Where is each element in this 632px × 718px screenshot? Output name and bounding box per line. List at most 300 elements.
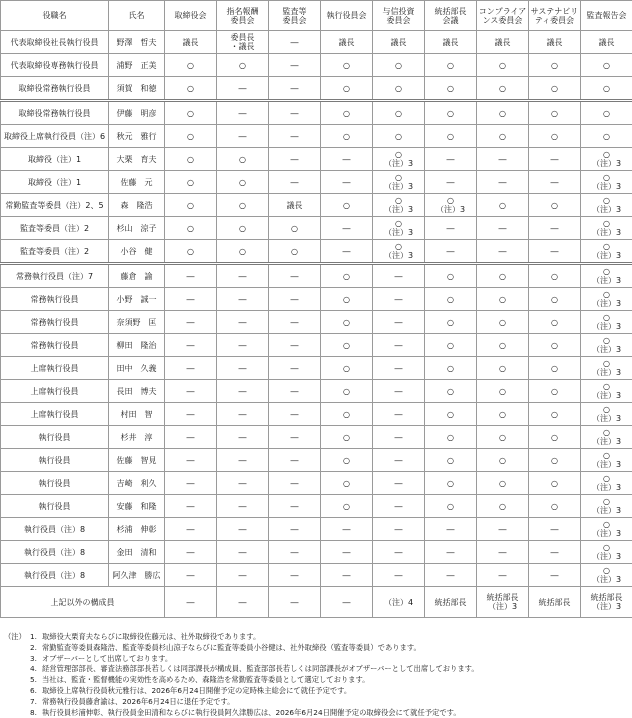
participation-cell (373, 518, 425, 541)
participation-text: ○ (187, 247, 194, 256)
participation-cell (373, 171, 425, 194)
role-cell (1, 77, 109, 101)
name-cell (109, 380, 165, 403)
participation-value (477, 387, 528, 396)
participation-text: ― (187, 295, 195, 304)
column-header-text: 役職名 (1, 11, 108, 20)
participation-cell (321, 541, 373, 564)
column-header (321, 1, 373, 31)
participation-value (581, 290, 632, 308)
participation-text: ― (291, 318, 299, 327)
participation-text: ― (187, 598, 195, 607)
participation-text: ― (239, 272, 247, 281)
participation-value (269, 502, 320, 511)
table-row (1, 357, 632, 380)
name-text: 森 隆浩 (109, 201, 164, 210)
participation-text: ― (551, 548, 559, 557)
participation-text: ○ (343, 410, 350, 419)
participation-value (425, 341, 476, 350)
role-text: 執行役員（注）8 (1, 525, 108, 534)
participation-text: ― (187, 502, 195, 511)
participation-value (269, 456, 320, 465)
name-cell (109, 541, 165, 564)
note-prefix (4, 675, 30, 686)
participation-cell (217, 334, 269, 357)
participation-text: ― (239, 598, 247, 607)
participation-value (217, 548, 268, 557)
participation-value (425, 178, 476, 187)
participation-cell (269, 587, 321, 618)
participation-text-line-2: （注）3 (592, 391, 621, 400)
table-row (1, 171, 632, 194)
table-row (1, 518, 632, 541)
participation-text-line-1: ○ (603, 566, 610, 575)
participation-value (373, 196, 424, 214)
participation-text: ○ (343, 456, 350, 465)
role-cell (1, 101, 109, 125)
participation-value (165, 61, 216, 70)
note-number: 2. (30, 643, 42, 654)
participation-text: ― (395, 548, 403, 557)
participation-value (217, 295, 268, 304)
participation-cell (373, 495, 425, 518)
participation-value (425, 387, 476, 396)
participation-cell (217, 587, 269, 618)
role-cell (1, 217, 109, 240)
participation-text: ○ (551, 295, 558, 304)
name-text: 浦野 正美 (109, 61, 164, 70)
name-cell (109, 125, 165, 148)
participation-cell (217, 54, 269, 77)
participation-cell (477, 518, 529, 541)
participation-text: ○ (343, 502, 350, 511)
participation-text: ○ (551, 387, 558, 396)
participation-cell (373, 148, 425, 171)
participation-cell (165, 288, 217, 311)
participation-value (373, 84, 424, 93)
participation-value (373, 61, 424, 70)
participation-cell (165, 587, 217, 618)
participation-text: ― (343, 571, 351, 580)
name-cell (109, 31, 165, 54)
participation-cell (581, 311, 632, 334)
participation-text: ○ (499, 84, 506, 93)
role-cell (1, 264, 109, 288)
participation-cell (477, 495, 529, 518)
participation-cell (425, 31, 477, 54)
participation-value (373, 410, 424, 419)
participation-value (581, 313, 632, 331)
participation-cell (321, 264, 373, 288)
column-header-text-line-2: 委員会 (217, 16, 268, 25)
participation-text: ― (187, 525, 195, 534)
role-cell (1, 472, 109, 495)
table-row (1, 194, 632, 217)
participation-value (529, 341, 580, 350)
note-prefix (4, 697, 30, 708)
participation-text: ○ (499, 318, 506, 327)
participation-value (529, 387, 580, 396)
participation-text-line-2: （注）3 (384, 251, 413, 260)
participation-text: ○ (551, 272, 558, 281)
participation-value (321, 502, 372, 511)
participation-cell (477, 77, 529, 101)
note-text: 取締役上席執行役員秋元雅行は、2026年6月24日開催予定の定時株主総会にて就任予定です。 (42, 686, 628, 697)
participation-text: ○ (447, 410, 454, 419)
participation-value (321, 341, 372, 350)
participation-text: 議長 (391, 38, 407, 47)
participation-value (529, 410, 580, 419)
participation-cell (529, 288, 581, 311)
participation-cell (269, 240, 321, 264)
participation-text: ― (343, 548, 351, 557)
participation-value (269, 410, 320, 419)
role-text: 執行役員 (1, 456, 108, 465)
participation-text: ― (395, 479, 403, 488)
participation-value (217, 456, 268, 465)
participation-value (269, 364, 320, 373)
participation-value (217, 155, 268, 164)
participation-text: ― (499, 548, 507, 557)
column-header-text-line-2: 委員会 (269, 16, 320, 25)
name-text: 田中 久義 (109, 364, 164, 373)
participation-cell (477, 334, 529, 357)
participation-text: ○ (187, 201, 194, 210)
participation-text: ― (499, 525, 507, 534)
participation-text: ○ (447, 479, 454, 488)
participation-cell (425, 217, 477, 240)
table-row (1, 564, 632, 587)
participation-text: ― (239, 387, 247, 396)
participation-value (269, 155, 320, 164)
participation-cell (321, 403, 373, 426)
participation-cell (321, 495, 373, 518)
participation-value (477, 571, 528, 580)
participation-text: ― (291, 61, 299, 70)
name-cell (109, 217, 165, 240)
participation-value (321, 155, 372, 164)
participation-text: ― (239, 295, 247, 304)
name-text: 安藤 和隆 (109, 502, 164, 511)
participation-value (217, 109, 268, 118)
participation-value (373, 173, 424, 191)
participation-text: ○ (499, 364, 506, 373)
participation-value (217, 84, 268, 93)
participation-value (529, 201, 580, 210)
participation-text: ○ (187, 109, 194, 118)
participation-cell (165, 240, 217, 264)
participation-cell (425, 77, 477, 101)
participation-text-line-1: ○ (603, 150, 610, 159)
role-cell (1, 334, 109, 357)
column-header (581, 1, 632, 31)
name-cell (109, 171, 165, 194)
participation-cell (425, 587, 477, 618)
participation-cell (581, 148, 632, 171)
participation-value (269, 201, 320, 210)
participation-cell (581, 541, 632, 564)
participation-value (217, 571, 268, 580)
participation-value (321, 224, 372, 233)
role-text: 常勤監査等委員（注）2、5 (1, 201, 108, 210)
role-cell (1, 31, 109, 54)
participation-value (321, 318, 372, 327)
table-row (1, 380, 632, 403)
participation-value (321, 364, 372, 373)
participation-value (269, 84, 320, 93)
participation-text: ○ (187, 155, 194, 164)
participation-cell (425, 54, 477, 77)
participation-value (529, 132, 580, 141)
participation-text-line-2: （注）3 (592, 552, 621, 561)
participation-cell (269, 472, 321, 495)
participation-text: ― (239, 318, 247, 327)
participation-cell (529, 217, 581, 240)
participation-value (269, 433, 320, 442)
participation-value (165, 525, 216, 534)
participation-cell (165, 101, 217, 125)
participation-value (425, 318, 476, 327)
participation-cell (217, 125, 269, 148)
role-text: 上記以外の構成員 (1, 598, 164, 607)
participation-cell (321, 357, 373, 380)
participation-value (165, 387, 216, 396)
participation-text-line-1: ○ (603, 219, 610, 228)
participation-value (269, 132, 320, 141)
participation-text-line-1: ○ (395, 173, 402, 182)
participation-text: ― (551, 571, 559, 580)
participation-cell (165, 403, 217, 426)
participation-value (269, 61, 320, 70)
participation-value (529, 84, 580, 93)
participation-text-line-2: （注）3 (592, 345, 621, 354)
participation-text: ○ (551, 456, 558, 465)
participation-cell (269, 77, 321, 101)
participation-value (321, 525, 372, 534)
participation-text: ― (551, 247, 559, 256)
participation-text: ― (239, 410, 247, 419)
table-row (1, 240, 632, 264)
participation-value (425, 38, 476, 47)
role-text: 監査等委員（注）2 (1, 247, 108, 256)
participation-cell (425, 541, 477, 564)
participation-text: ― (343, 247, 351, 256)
participation-value (165, 502, 216, 511)
participation-text: ― (239, 109, 247, 118)
participation-text: ○ (447, 84, 454, 93)
participation-cell (373, 357, 425, 380)
participation-value (529, 433, 580, 442)
participation-cell (477, 472, 529, 495)
role-text: 上席執行役員 (1, 364, 108, 373)
participation-value (581, 109, 632, 118)
participation-cell (165, 518, 217, 541)
table-row (1, 77, 632, 101)
participation-text-line-2: （注）3 (592, 299, 621, 308)
role-text: 執行役員 (1, 502, 108, 511)
note-text: オブザーバーとして出席しております。 (42, 654, 628, 665)
participation-value (581, 336, 632, 354)
name-cell (109, 194, 165, 217)
participation-cell (425, 449, 477, 472)
participation-value (217, 341, 268, 350)
participation-cell (477, 54, 529, 77)
participation-cell (477, 541, 529, 564)
table-row (1, 311, 632, 334)
participation-value (581, 38, 632, 47)
table-row (1, 449, 632, 472)
participation-cell (165, 54, 217, 77)
name-cell (109, 264, 165, 288)
participation-text: ― (291, 433, 299, 442)
participation-text: ― (239, 433, 247, 442)
participation-cell (425, 518, 477, 541)
participation-cell (217, 31, 269, 54)
participation-text: ○ (239, 178, 246, 187)
participation-cell (581, 101, 632, 125)
participation-text: ○ (551, 201, 558, 210)
participation-text: ― (343, 155, 351, 164)
role-cell (1, 240, 109, 264)
participation-value (581, 242, 632, 260)
participation-text: 議長 (183, 38, 199, 47)
participation-text: ○ (499, 433, 506, 442)
participation-cell (269, 518, 321, 541)
participation-cell (373, 101, 425, 125)
participation-cell (373, 217, 425, 240)
participation-cell (529, 194, 581, 217)
participation-text: 統括部長 (539, 598, 571, 607)
participation-cell (217, 240, 269, 264)
participation-value (165, 410, 216, 419)
participation-cell (581, 403, 632, 426)
participation-cell (165, 148, 217, 171)
participation-text: ― (291, 178, 299, 187)
participation-text: ○ (499, 61, 506, 70)
participation-value (165, 598, 216, 607)
participation-cell (529, 564, 581, 587)
role-text: 代表取締役社長執行役員 (1, 38, 108, 47)
participation-text-line-2: （注）3 (592, 529, 621, 538)
participation-value (321, 571, 372, 580)
participation-cell (321, 564, 373, 587)
participation-cell (477, 288, 529, 311)
participation-text-line-1: ○ (603, 196, 610, 205)
name-text: 小谷 健 (109, 247, 164, 256)
participation-text-line-2: （注）3 (436, 205, 465, 214)
note-number: 5. (30, 675, 42, 686)
participation-text: ○ (447, 364, 454, 373)
participation-cell (165, 171, 217, 194)
participation-text: ― (187, 548, 195, 557)
participation-text-line-1: ○ (603, 520, 610, 529)
participation-cell (165, 125, 217, 148)
participation-cell (321, 171, 373, 194)
participation-value (477, 456, 528, 465)
participation-cell (269, 217, 321, 240)
participation-value (477, 318, 528, 327)
participation-cell (425, 288, 477, 311)
participation-value (373, 525, 424, 534)
column-header-text-line-2: 会議 (425, 16, 476, 25)
role-text: 執行役員（注）8 (1, 548, 108, 557)
note-item (4, 708, 628, 718)
participation-text: 議長 (495, 38, 511, 47)
participation-cell (217, 194, 269, 217)
participation-value (373, 502, 424, 511)
participation-value (529, 502, 580, 511)
name-text: 佐藤 智見 (109, 456, 164, 465)
participation-text: ― (447, 178, 455, 187)
participation-text: ― (343, 598, 351, 607)
participation-text: ○ (239, 201, 246, 210)
participation-cell (425, 101, 477, 125)
participation-cell (581, 472, 632, 495)
role-cell (1, 380, 109, 403)
participation-value (217, 433, 268, 442)
table-row (1, 288, 632, 311)
participation-text-line-1: 統括部長 (487, 593, 519, 602)
participation-value (373, 548, 424, 557)
role-text: 代表取締役専務執行役員 (1, 61, 108, 70)
table-row (1, 403, 632, 426)
participation-text: ― (291, 84, 299, 93)
participation-cell (321, 288, 373, 311)
column-header-text-line-2: ティ委員会 (529, 16, 580, 25)
participation-value (217, 364, 268, 373)
participation-cell (425, 264, 477, 288)
participation-value (165, 548, 216, 557)
participation-text: ○ (447, 61, 454, 70)
name-text: 秋元 雅行 (109, 132, 164, 141)
participation-value (425, 196, 476, 214)
participation-text: ― (447, 247, 455, 256)
name-text: 須賀 和徳 (109, 84, 164, 93)
participation-cell (477, 31, 529, 54)
column-header-text-line-2: 委員会 (373, 16, 424, 25)
participation-text: ― (239, 456, 247, 465)
participation-text: ○ (551, 61, 558, 70)
participation-value (165, 109, 216, 118)
participation-cell (581, 264, 632, 288)
participation-value (477, 479, 528, 488)
participation-value (425, 61, 476, 70)
participation-cell (373, 564, 425, 587)
participation-text: ○ (447, 433, 454, 442)
participation-cell (477, 449, 529, 472)
participation-cell (217, 495, 269, 518)
table-row (1, 587, 632, 618)
participation-cell (529, 426, 581, 449)
participation-value (165, 341, 216, 350)
participation-cell (165, 31, 217, 54)
participation-value (581, 405, 632, 423)
column-header (269, 1, 321, 31)
participation-text: ― (395, 295, 403, 304)
name-text: 吉崎 利久 (109, 479, 164, 488)
participation-text: ○ (551, 479, 558, 488)
participation-value (217, 201, 268, 210)
participation-text-line-2: （注）3 (592, 460, 621, 469)
name-cell (109, 240, 165, 264)
participation-cell (581, 217, 632, 240)
participation-cell (373, 472, 425, 495)
participation-text-line-2: ・議長 (231, 42, 255, 51)
participation-value (217, 410, 268, 419)
participation-value (425, 571, 476, 580)
participation-cell (269, 449, 321, 472)
participation-text: ○ (343, 364, 350, 373)
